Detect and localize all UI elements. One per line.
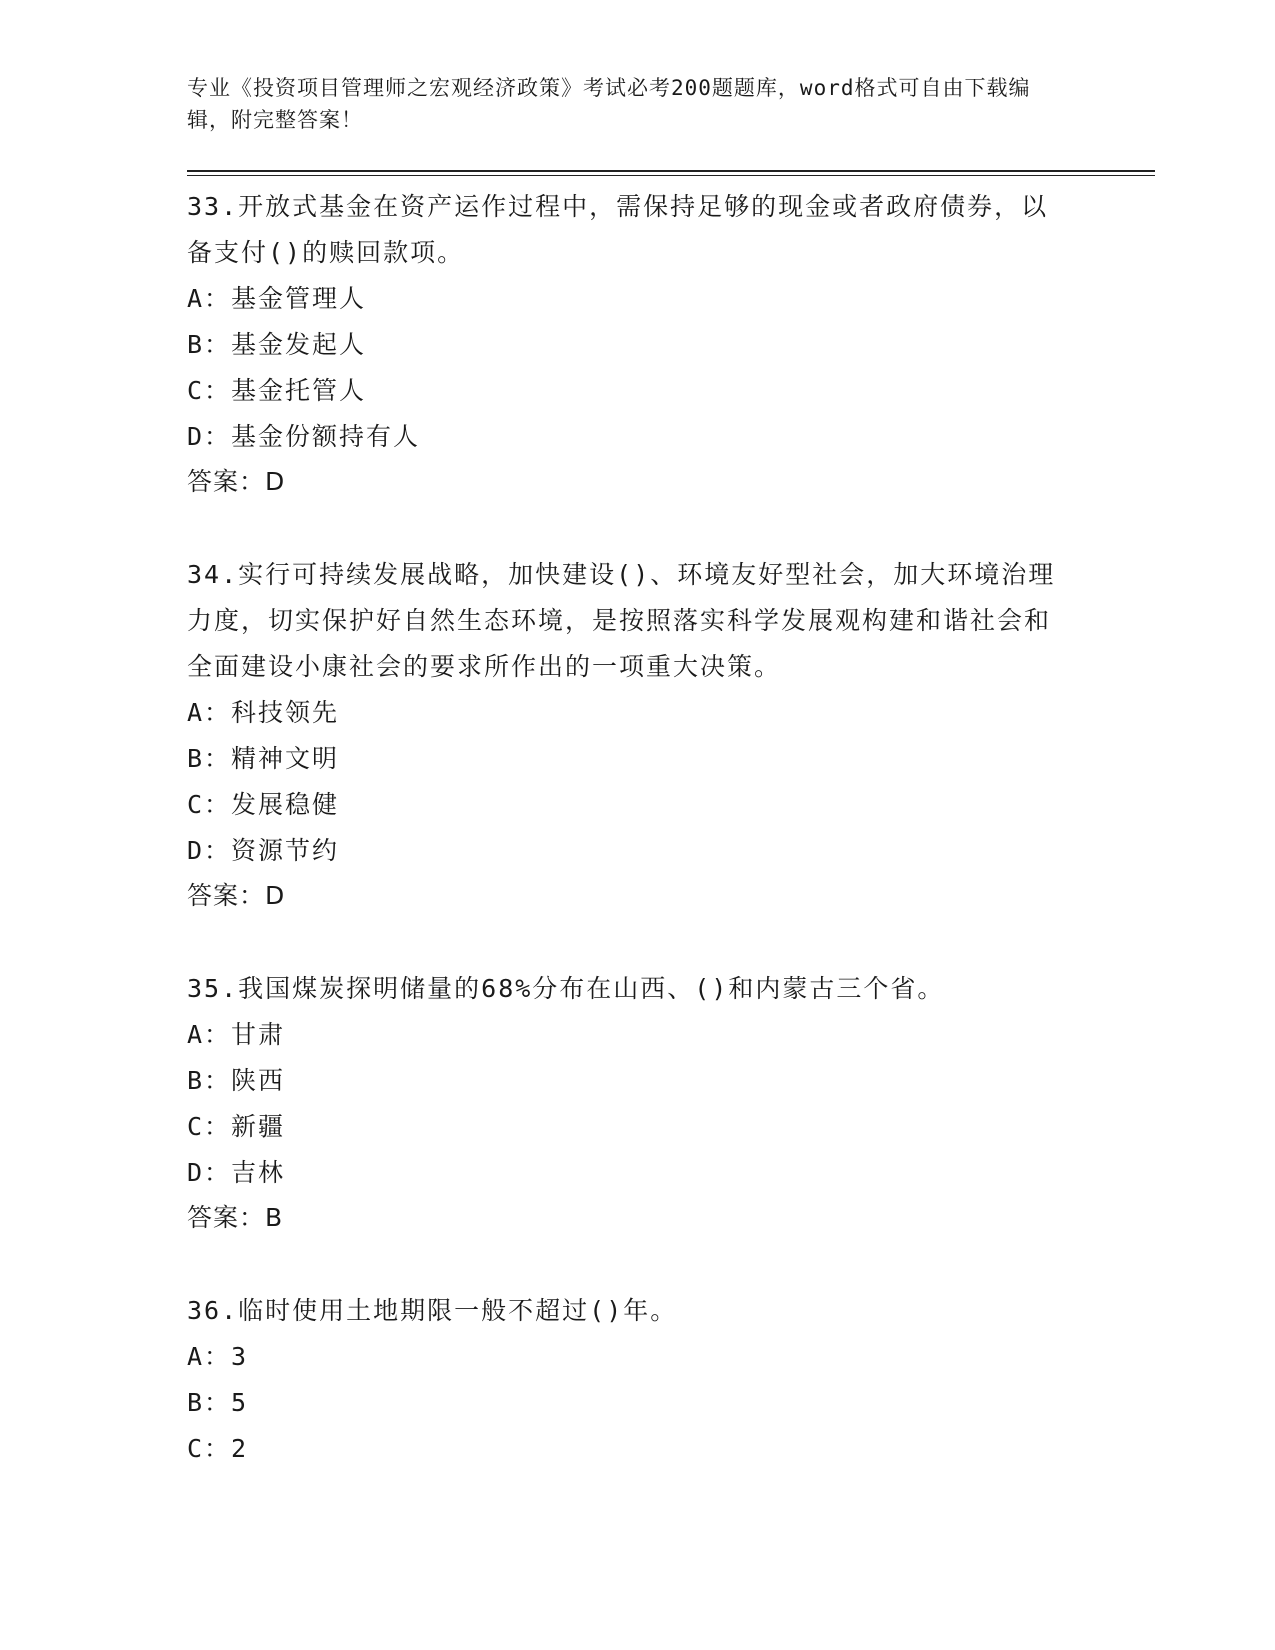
question-stem: 34.实行可持续发展战略，加快建设()、环境友好型社会，加大环境治理力度，切实保护好自然生态环境，是按照落实科学发展观构建和谐社会和全面建设小康社会的要求所作出的一项重大决策。 — [187, 560, 1056, 681]
option-b: B：基金发起人 — [187, 330, 367, 359]
option-b: B：5 — [187, 1388, 249, 1417]
document-header: 专业《投资项目管理师之宏观经济政策》考试必考200题题库，word格式可自由下载编辑，附完整答案！ — [187, 76, 1031, 132]
option-c: C：发展稳健 — [187, 790, 340, 819]
question-stem: 36.临时使用土地期限一般不超过()年。 — [187, 1296, 678, 1325]
answer-line: 答案：D — [187, 881, 286, 910]
question-35 — [187, 966, 1157, 1240]
option-b: B：精神文明 — [187, 744, 340, 773]
question-36 — [187, 1288, 1157, 1472]
option-a: A：基金管理人 — [187, 284, 367, 313]
header-divider — [187, 170, 1155, 172]
question-stem: 33.开放式基金在资产运作过程中，需保持足够的现金或者政府债券，以备支付()的赎回款项。 — [187, 192, 1049, 267]
option-a: A：3 — [187, 1342, 249, 1371]
answer-line: 答案：B — [187, 1203, 284, 1232]
document-page — [187, 72, 1157, 1520]
option-c: C：新疆 — [187, 1112, 286, 1141]
question-list — [187, 184, 1157, 1472]
option-c: C：2 — [187, 1434, 249, 1463]
header-divider-thin — [187, 175, 1155, 176]
option-a: A：科技领先 — [187, 698, 340, 727]
option-c: C：基金托管人 — [187, 376, 367, 405]
answer-line: 答案：D — [187, 467, 286, 496]
option-a: A：甘肃 — [187, 1020, 286, 1049]
option-d: D：基金份额持有人 — [187, 422, 421, 451]
question-stem: 35.我国煤炭探明储量的68%分布在山西、()和内蒙古三个省。 — [187, 974, 945, 1003]
option-d: D：资源节约 — [187, 836, 340, 865]
option-d: D：吉林 — [187, 1158, 286, 1187]
question-33 — [187, 184, 1157, 504]
question-34 — [187, 552, 1157, 918]
option-b: B：陕西 — [187, 1066, 286, 1095]
